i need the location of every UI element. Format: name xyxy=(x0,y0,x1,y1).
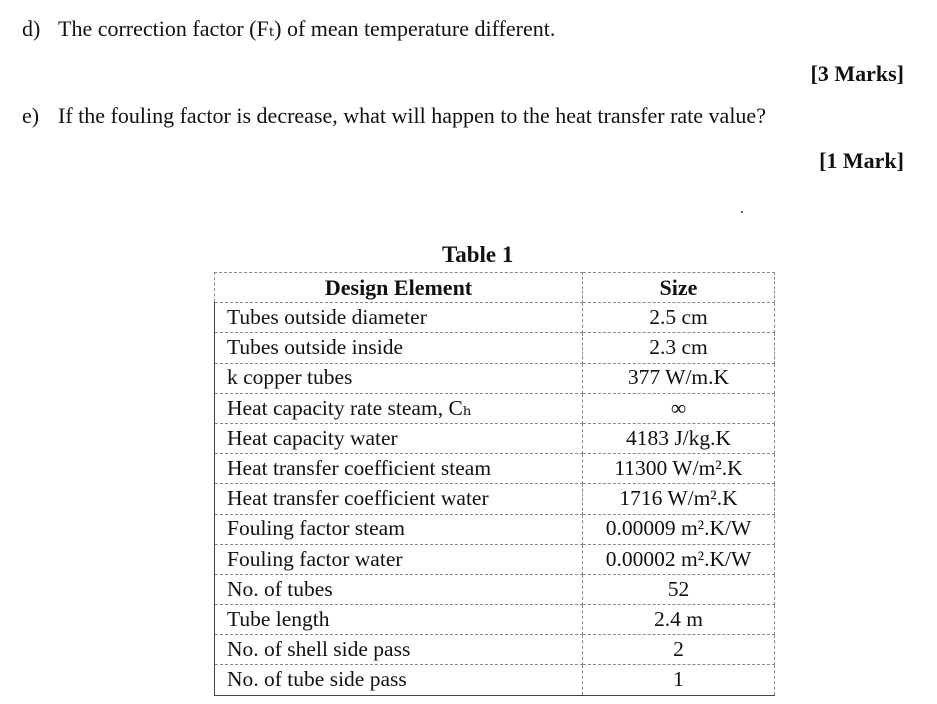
design-element-cell: Fouling factor steam xyxy=(215,514,583,544)
design-element-cell: No. of tubes xyxy=(215,574,583,604)
design-table xyxy=(214,272,775,696)
size-cell: 0.00002 m².K/W xyxy=(583,544,775,574)
size-cell: 377 W/m.K xyxy=(583,363,775,393)
design-element-cell: No. of shell side pass xyxy=(215,635,583,665)
question-e-text: If the fouling factor is decrease, what will happen to the heat transfer rate value? xyxy=(58,103,766,128)
design-element-cell: Heat transfer coefficient water xyxy=(215,484,583,514)
size-cell: 2.3 cm xyxy=(583,333,775,363)
question-d-text: The correction factor (Fₜ) of mean temperature different. xyxy=(58,16,556,41)
question-e-letter: e) xyxy=(22,103,40,128)
size-cell: 52 xyxy=(583,574,775,604)
design-element-cell: Tubes outside diameter xyxy=(215,303,583,333)
table-row xyxy=(215,635,775,665)
table-header-row xyxy=(215,273,775,303)
question-d xyxy=(22,16,555,42)
size-cell: ∞ xyxy=(583,393,775,423)
question-e xyxy=(22,103,766,129)
size-cell: 2.4 m xyxy=(583,605,775,635)
table-row xyxy=(215,423,775,453)
size-cell: 0.00009 m².K/W xyxy=(583,514,775,544)
question-d-letter: d) xyxy=(22,16,41,41)
design-element-cell: Tubes outside inside xyxy=(215,333,583,363)
table-row xyxy=(215,303,775,333)
table-row xyxy=(215,454,775,484)
table-caption: Table 1 xyxy=(442,242,514,267)
question-e-marks: [1 Mark] xyxy=(819,148,904,173)
table-row xyxy=(215,393,775,423)
design-element-cell: Heat transfer coefficient steam xyxy=(215,454,583,484)
header-design-element: Design Element xyxy=(215,273,583,303)
design-element-cell: Heat capacity rate steam, Cₕ xyxy=(215,393,583,423)
design-element-cell: k copper tubes xyxy=(215,363,583,393)
table-row xyxy=(215,544,775,574)
size-cell: 4183 J/kg.K xyxy=(583,423,775,453)
design-element-cell: No. of tube side pass xyxy=(215,665,583,695)
size-cell: 11300 W/m².K xyxy=(583,454,775,484)
size-cell: 2 xyxy=(583,635,775,665)
header-size: Size xyxy=(583,273,775,303)
table-row xyxy=(215,484,775,514)
table-row xyxy=(215,514,775,544)
size-cell: 2.5 cm xyxy=(583,303,775,333)
stray-dot xyxy=(741,211,743,213)
table-row xyxy=(215,665,775,695)
design-element-cell: Fouling factor water xyxy=(215,544,583,574)
table-row xyxy=(215,363,775,393)
size-cell: 1716 W/m².K xyxy=(583,484,775,514)
design-element-cell: Heat capacity water xyxy=(215,423,583,453)
table-row xyxy=(215,333,775,363)
table-row xyxy=(215,605,775,635)
table-row xyxy=(215,574,775,604)
design-element-cell: Tube length xyxy=(215,605,583,635)
question-d-marks: [3 Marks] xyxy=(810,61,904,86)
size-cell: 1 xyxy=(583,665,775,695)
